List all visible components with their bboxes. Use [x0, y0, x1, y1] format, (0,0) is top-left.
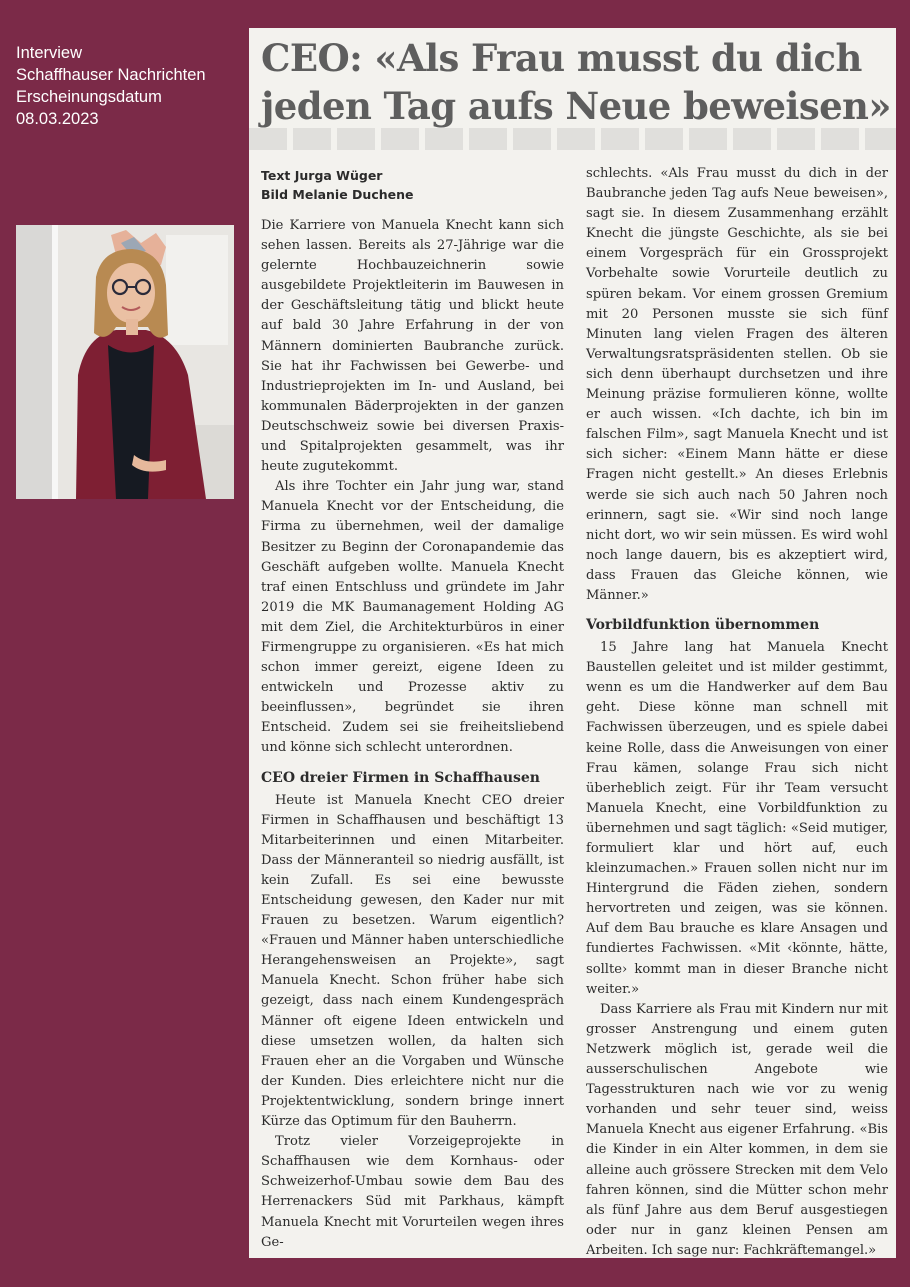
paragraph: 15 Jahre lang hat Manuela Knecht Baustellen geleitet und ist milder gestimmt, wenn es um die Handwerker auf dem Bau geht. Diese könne man schnell mit Fachwissen überzeugen, und es spiele dabei keine Rolle, dass die Anweisungen von einer Frau kämen, solange Frau sich nicht überheblich zeigt. Für ihr Team versucht Manuela Knecht, eine Vorbildfunktion zu übernehmen und sagt täglich: «Seid mutiger, formuliert klar und hört auf, euch kleinzumachen.» Frauen sollen nicht nur im Hintergrund die Fäden ziehen, sondern hervortreten und zeigen, was sie können. Auf dem Bau brauche es klare Ansagen und fundiertes Fachwissen. «Mit ‹könnte, hätte, sollte› kommt man in dieser Branche nicht weiter.»	[586, 640, 888, 997]
paragraph: Heute ist Manuela Knecht CEO dreier Firmen in Schaffhausen und beschäftigt 13 Mitarbeiterinnen und einen Mitarbeiter. Dass der Männeranteil so niedrig ausfällt, ist kein Zufall. Es sei eine bewusste Entscheidung gewesen, den Kader nur mit Frauen zu besetzen. Warum eigentlich? «Frauen und Männer haben unterschiedliche Herangehensweisen an Projekte», sagt Manuela Knecht. Schon früher habe sich gezeigt, dass nach einem Kundengespräch Männer oft eigene Ideen entwickeln und diese umsetzen wollen, da halten sich Frauen eher an die Vorgaben und Wünsche der Kunden. Dies erleichtere nicht nur die Projektentwicklung, sondern bringe innert Kürze das Optimum für den Bauherrn.	[261, 792, 564, 1130]
meta-type: Interview	[16, 44, 83, 62]
headline	[261, 34, 891, 130]
paragraph: schlechts. «Als Frau musst du dich in der Baubranche jeden Tag aufs Neue beweisen», sagt sie. In diesem Zusammenhang erzählt Knecht die jüngste Geschichte, als sie bei einem Vorgespräch für ein Grossprojekt Vorbehalte sowie Vorurteile deutlich zu spüren bekam. Vor einem grossen Gremium mit 20 Personen musste sie sich fünf Minuten lang vielen Fragen des älteren Verwaltungsratspräsidenten stellen. Ob sie sich denn überhaupt durchsetzen und ihre Meinung präzise formulieren könne, wollte er auch wissen. «Ich dachte, ich bin im falschen Film», sagt Manuela Knecht und ist sich sicher: «Einem Mann hätte er diese Fragen nicht gestellt.» An dieses Erlebnis werde sie sich auch nach 50 Jahren noch erinnern, sagt sie. «Wir sind noch lange nicht dort, wo wir sein müssen. Es wird wohl noch lange dauern, bis es akzeptiert wird, dass Frauen das Gleiche können, wie Männer.»	[586, 166, 888, 603]
article-meta	[16, 42, 206, 130]
newspaper-clipping	[249, 28, 896, 1258]
paragraph: Trotz vieler Vorzeigeprojekte in Schaffhausen wie dem Kornhaus- oder Schweizerhof-Umbau sowie dem Bau des Herrenackers Süd mit Parkhaus, kämpft Manuela Knecht mit Vorurteilen wegen ihres Ge-	[261, 1134, 564, 1250]
paragraph: Die Karriere von Manuela Knecht kann sich sehen lassen. Bereits als 27-Jährige war die gelernte Hochbauzeichnerin sowie ausgebildete Projektleiterin im Bauwesen in der Geschäftsleitung tätig und blickt heute auf bald 30 Jahre Erfahrung in der von Männern dominierten Baubranche zurück. Sie hat ihr Fachwissen bei Gewerbe- und Industrieprojekten im In- und Ausland, bei kommunalen Bäderprojekten in der ganzen Deutschschweiz sowie bei diversen Praxis- und Spitalprojekten gesammelt, was ihr heute zugutekommt.	[261, 218, 564, 475]
meta-source: Schaffhauser Nachrichten	[16, 66, 206, 84]
article-column-right	[586, 164, 888, 1258]
subheading: CEO dreier Firmen in Schaffhausen	[261, 769, 540, 786]
headline-line-2: jeden Tag aufs Neue beweisen»	[261, 84, 891, 128]
meta-date: 08.03.2023	[16, 110, 99, 128]
byline-photo: Bild Melanie Duchene	[261, 187, 414, 202]
paragraph: Als ihre Tochter ein Jahr jung war, stand Manuela Knecht vor der Entscheidung, die Firma zu übernehmen, weil der damalige Besitzer zu Beginn der Coronapandemie das Geschäft aufgeben wollte. Manuela Knecht traf einen Entschluss und gründete im Jahr 2019 die MK Baumanagement Holding AG mit dem Ziel, die Architekturbüros in einer Firmengruppe zu organisieren. «Es hat mich schon immer gereizt, eigene Ideen zu entwickeln und Prozesse aktiv zu beeinflussen», begründet sie ihren Entscheid. Zudem sei sie freiheitsliebend und könne sich schlecht unterordnen.	[261, 479, 564, 756]
portrait-photo	[16, 225, 234, 499]
headline-line-1: CEO: «Als Frau musst du dich	[261, 36, 862, 80]
byline-text: Text Jurga Wüger	[261, 168, 383, 183]
subheading: Vorbildfunktion übernommen	[586, 617, 820, 634]
paragraph: Dass Karriere als Frau mit Kindern nur mit grosser Anstrengung und einem guten Netzwerk möglich ist, gerade weil die ausserschulischen Angebote wie Tagesstrukturen nach wie vor zu wenig vorhanden und sehr teuer sind, weiss Manuela Knecht aus eigener Erfahrung. «Bis die Kinder in ein Alter kommen, in dem sie alleine auch grössere Strecken mit dem Velo fahren können, sind die Mütter schon mehr als fünf Jahre aus dem Beruf ausgestiegen oder nur in ganz kleinen Pensen am Arbeiten. Ich sage nur: Fachkräftemangel.»	[586, 1001, 888, 1258]
byline	[261, 166, 564, 204]
portrait-illustration	[16, 225, 234, 499]
meta-date-label: Erscheinungsdatum	[16, 88, 162, 106]
bleed-through-text	[249, 128, 896, 150]
article-column-left	[261, 166, 564, 1253]
